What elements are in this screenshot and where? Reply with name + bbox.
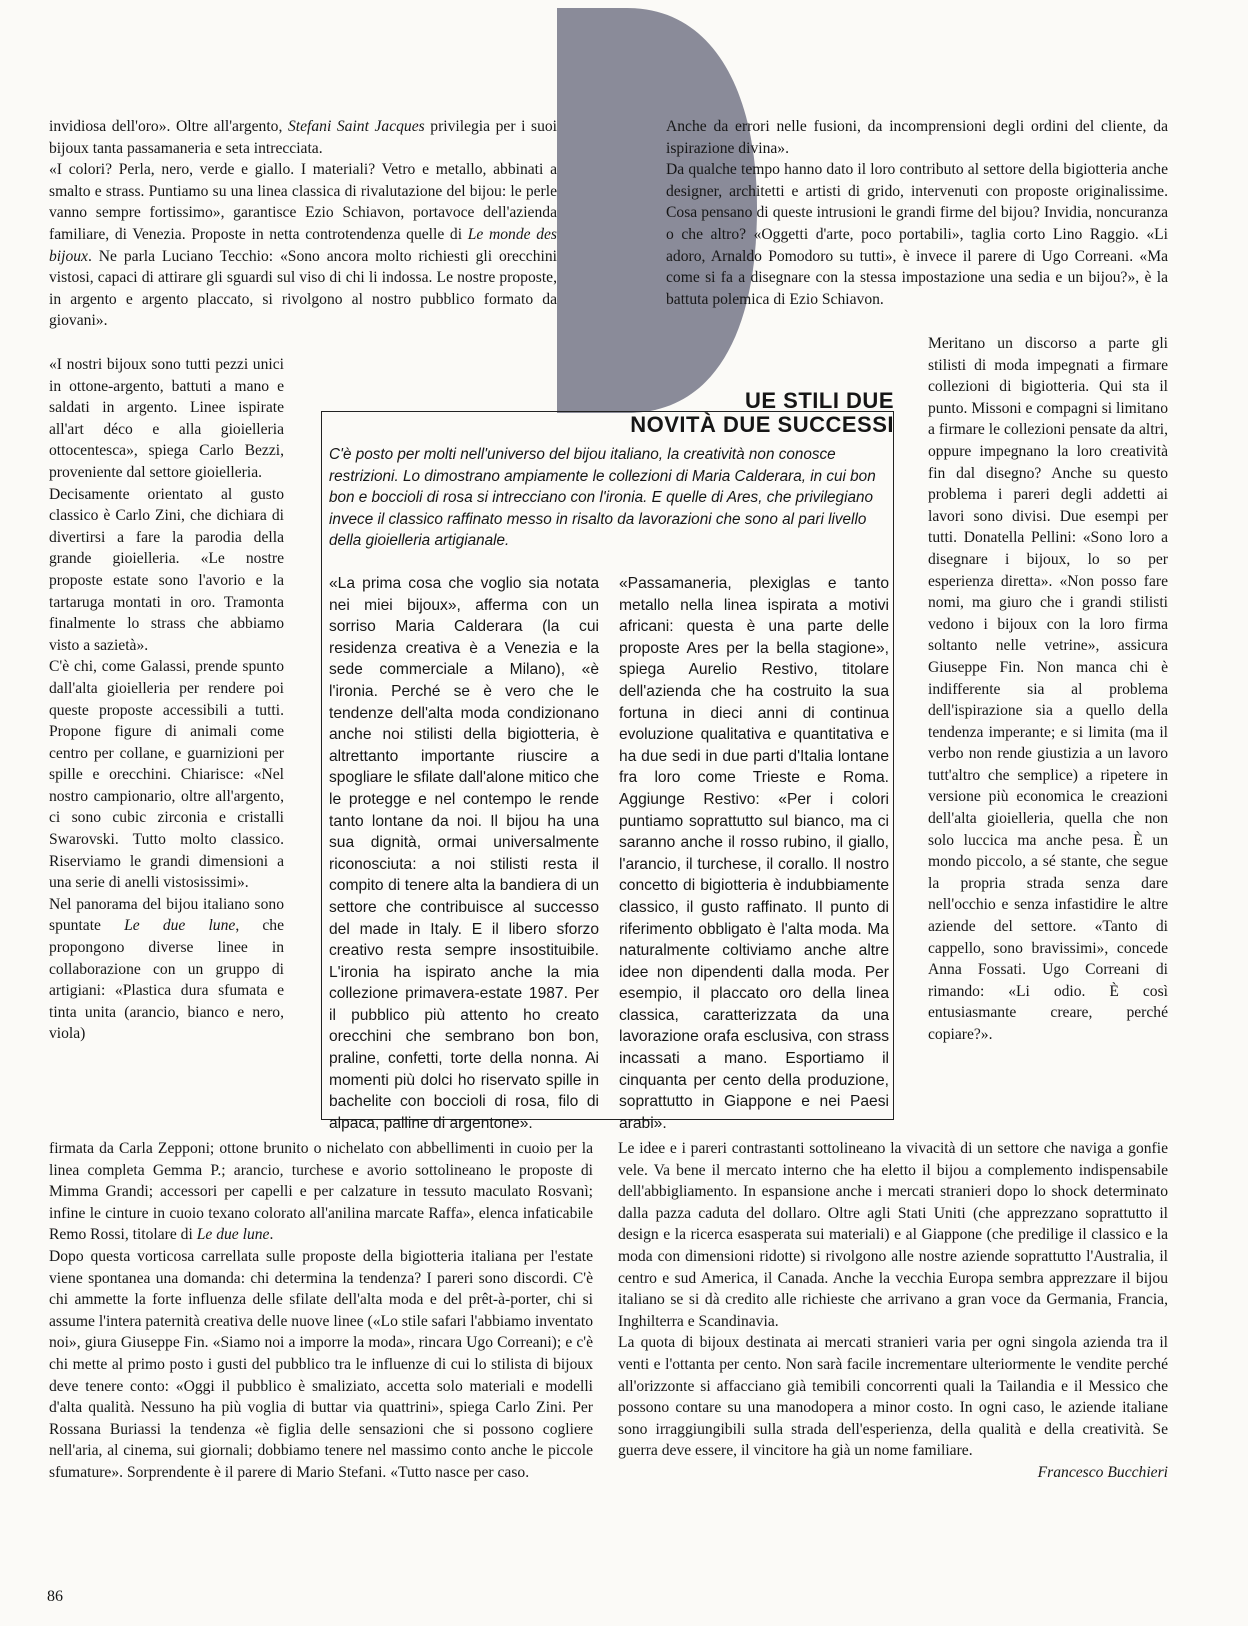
paragraph: Dopo questa vorticosa carrellata sulle proposte della bigiotteria italiana per l'estate viene spontanea una domanda: chi determina la tendenza? I pareri sono discordi. C'è chi ammette la forte influenza delle sfilate dell'alta moda e del prêt-à-porter, chi si assume l'intera paternità creativa delle nuove linee («Lo stile safari l'abbiamo inventato noi», giura Giuseppe Fin. «Siamo noi a imporre la moda», rincara Ugo Correani); e c'è chi mette al primo posto i gusti del pubblico tra le influenze di cui lo stilista di bijoux deve tenere conto: «Oggi il pubblico è smaliziato, accetta solo materiali e modelli d'alta qualità. Nessuno ha più voglia di buttar via quattrini», spiega Carlo Zini. Per Rossana Buriassi la tendenza «è figlia delle sensazioni che si possono cogliere nell'aria, al cinema, sui giornali; dobbiamo tenere nel massimo conto anche le piccole sfumature». Sorprendente è il parere di Mario Stefani. «Tutto nasce per caso. xyxy=(49,1247,593,1481)
paragraph: Da qualche tempo hanno dato il loro contributo al settore della bigiotteria anche designer, architetti e artisti di grido, intervenuti con proposte originalissime. Cosa pensano di queste intrusioni le grandi firme del bijou? Invidia, noncuranza o che altro? «Oggetti d'arte, poco portabili», taglia corto Lino Raggio. «Li adoro, Arnaldo Pomodoro su tutti», è invece il parere di Ugo Correani. «Ma come si fa a disegnare con la stessa impostazione una sedia e un bijou?», è la battuta polemica di Ezio Schiavon. xyxy=(666,161,1168,308)
paragraph: Decisamente orientato al gusto classico è Carlo Zini, che dichiara di divertirsi a fare la parodia della grande gioielleria. «Le nostre proposte estate sono l'avorio e la tartaruga montati in oro. Tramonta finalmente lo strass che abbiamo visto a sazietà». xyxy=(49,485,284,654)
article-column-left-narrow xyxy=(49,354,284,1045)
article-column-top-left xyxy=(49,116,557,332)
paragraph: Anche da errori nelle fusioni, da incomprensioni degli ordini del cliente, da ispirazione divina». xyxy=(666,118,1168,157)
sidebar-intro: C'è posto per molti nell'universo del bijou italiano, la creatività non conosce restrizioni. Lo dimostrano ampiamente le collezioni di Maria Calderara, in cui bon bon e boccioli di rosa si intrecciano con l'ironia. E quelle di Ares, che privilegiano invece il classico raffinato messo in risalto da lavorazioni che sono al pari livello della gioielleria artigianale. xyxy=(329,446,876,550)
text-run: . Ne parla Luciano Tecchio: «Sono ancora molto richiesti gli orecchini vistosi, capaci di attirare gli sguardi sul viso di chi li indossa. Le nostre proposte, in argento e argento placcato, si rivolgono al nostro pubblico formato da giovani». xyxy=(49,247,557,330)
paragraph xyxy=(49,116,557,159)
headline xyxy=(630,389,894,437)
paragraph: Le idee e i pareri contrastanti sottolineano la vivacità di un settore che naviga a gonfie vele. Va bene il mercato interno che ha eletto il bijou a complemento indispensabile dell'abbigliamento. In espansione anche i mercati stranieri dopo lo shock determinato dalla pazza caduta del dollaro. Oltre agli Stati Uniti (che apprezzano soprattutto il design e la ricerca esasperata sui materiali) e al Giappone (che predilige il classico e la moda con dimensioni ridotte) si rivolgono alle nostre aziende soprattutto l'Australia, il centro e sud America, il Canada. Anche la vecchia Europa sembra apprezzare il bijou italiano se si dà credito alle richieste che arrivano a gran voce da Germania, Francia, Inghilterra e Scandinavia. xyxy=(618,1140,1168,1330)
page-number: 86 xyxy=(47,1588,63,1605)
text-run: invidiosa dell'oro». Oltre all'argento, xyxy=(49,118,288,135)
text-run: «I colori? Perla, nero, verde e giallo. I materiali? Vetro e metallo, abbinati a smalto e strass. Puntiamo su una linea classica di rivalutazione del bijou: le perle vanno sempre fortissimo», garantisce Ezio Schiavon, portavoce dell'azienda familiare, di Venezia. Proposte in netta controtendenza quelle di xyxy=(49,161,557,243)
brand-name: Le monde des bijoux xyxy=(49,225,557,265)
article-column-bottom-right xyxy=(618,1138,1168,1484)
paragraph xyxy=(49,894,284,1045)
text-run: firmata da Carla Zepponi; ottone brunito o nichelato con abbellimenti in cuoio per la linea completa Gemma P.; arancio, turchese e avorio sottolineano le proposte di Mimma Grandi; accessori per capelli e per calzature in tessuto maculato Rosvanì; infine le cinture in cuoio texano colorato all'anilina marcate Raffa», elenca infaticabile Remo Rossi, titolare di xyxy=(49,1140,593,1244)
paragraph: Meritano un discorso a parte gli stilisti di moda impegnati a firmare collezioni di bigiotteria. Qui sta il punto. Missoni e compagni si limitano a firmare le collezioni pensate da altri, oppure impegnano la loro creatività fin dal disegno? Anche su questo problema i pareri degli addetti ai lavori sono divisi. Due esempi per tutti. Donatella Pellini: «Sono loro a disegnare i bijoux, lo so per esperienza diretta». «Non posso fare nomi, ma giuro che i grandi stilisti vedono i bijoux con la loro firma soltanto nelle vetrine», assicura Giuseppe Fin. Non manca chi è indifferente sia al problema dell'ispirazione sia a quello della tendenza imperante; e si limita (ma il verbo non rende giustizia a un lavoro tutt'altro che semplice) a ripetere in versione più economica le creazioni dell'alta gioielleria, quella che non solo luccica ma anche pesa. È un mondo piccolo, a sé stante, che segue la propria strada senza dare nell'occhio e senza infastidire le altre aziende del settore. «Tanto di cappello, sono bravissimi», concede Anna Fossati. Ugo Correani di rimando: «Li odio. È così entusiasmante creare, perché copiare?». xyxy=(928,335,1168,1043)
brand-name: Le due lune xyxy=(196,1226,270,1244)
paragraph: La quota di bijoux destinata ai mercati stranieri varia per ogni singola azienda tra il venti e l'ottanta per cento. Non sarà facile incrementare ulteriormente le vendite perché all'orizzonte si affacciano già temibili concorrenti quali la Tailandia e il Messico che possono contare su una manodopera a minor costo. In ogni caso, le aziende italiane sono irraggiungibili sulla strada dell'esperienza, della qualità e della creatività. Se guerra deve essere, il vincitore ha già un nome familiare. xyxy=(618,1334,1168,1460)
article-column-bottom-left xyxy=(49,1138,593,1484)
headline-line-1: UE STILI DUE xyxy=(744,388,894,413)
text-run: Nel panorama del bijou italiano sono spuntate xyxy=(49,895,284,935)
paragraph: C'è chi, come Galassi, prende spunto dall'alta gioielleria per rendere poi queste proposte accessibili a tutti. Propone figure di animali come centro per collane, e guarnizioni per spille e orecchini. Chiarisce: «Nel nostro campionario, oltre all'argento, ci sono cubic zirconia e cristalli Swarovski. Tutto molto classico. Riserviamo le grandi dimensioni a una serie di anelli vistosissimi». xyxy=(49,658,284,892)
sidebar-column-calderara: «La prima cosa che voglio sia notata nei miei bijoux», afferma con un sorriso Maria Calderara (la cui residenza creativa è a Venezia e la sede commerciale a Milano), «è l'ironia. Perché se è vero che le tendenze dell'alta moda condizionano anche noi stilisti della bigiotteria, è altrettanto importante riuscire a spogliare le sfilate dall'alone mitico che le protegge e nel contempo le rende tanto lontane da noi. Il bijou ha una sua dignità, ormai universalmente riconosciuta: a noi stilisti resta il compito di tenere alta la bandiera di un settore che contribuisce al successo del made in Italy. E il libero sforzo creativo resta sempre insostituibile. L'ironia ha ispirato anche la mia collezione primavera-estate 1987. Per il pubblico più attento ho creato orecchini che sembrano bon bon, praline, confetti, torte della nonna. Ai momenti più dolci ho riservato spille in bachelite con boccioli di rosa, filo di alpaca, palline di argentone». xyxy=(329,575,599,1132)
article-column-right-narrow xyxy=(928,333,1168,1046)
paragraph xyxy=(49,1138,593,1246)
text-run: , che propongono diverse linee in collaborazione con un gruppo di artigiani: «Plastica dura sfumata e tinta unita (arancio, bianco e nero, viola) xyxy=(49,917,284,1043)
sidebar-column-ares: «Passamaneria, plexiglas e tanto metallo nella linea ispirata a motivi africani: questa è una parte delle proposte Ares per la bella stagione», spiega Aurelio Restivo, titolare dell'azienda che ha costruito la sua fortuna in dieci anni di continua evoluzione qualitativa e quantitativa e ha due sedi in due parti d'Italia lontane fra loro come Trieste e Roma. Aggiunge Restivo: «Per i colori puntiamo soprattutto sul bianco, ma ci saranno anche il rosso rubino, il giallo, l'arancio, il turchese, il corallo. Il nostro concetto di bigiotteria è indubbiamente classico, il gusto raffinato. Il punto di riferimento obbligato è l'alta moda. Ma naturalmente coltiviamo anche altre idee non dipendenti dalla moda. Per esempio, il placcato oro della linea classica, caratterizzata da una lavorazione orafa esclusiva, con strass incassati a mano. Esportiamo il cinquanta per cento della produzione, soprattutto in Giappone e nei Paesi arabi». xyxy=(619,575,889,1132)
paragraph: «I nostri bijoux sono tutti pezzi unici in ottone-argento, battuti a mano e saldati in argento. Linee ispirate all'art déco e alla gioielleria ottocentesca», spiega Carlo Bezzi, proveniente dal settore gioielleria. xyxy=(49,356,284,481)
text-run: privilegia per i suoi bijoux tanta passamaneria e seta intrecciata. xyxy=(49,118,558,157)
article-column-top-right xyxy=(666,116,1168,310)
brand-name: Le due lune xyxy=(124,917,236,935)
paragraph xyxy=(49,159,557,332)
author-signature: Francesco Bucchieri xyxy=(1037,1463,1168,1481)
headline-line-2: NOVITÀ DUE SUCCESSI xyxy=(630,412,894,437)
text-run: . xyxy=(269,1226,274,1244)
brand-name: Stefani Saint Jacques xyxy=(287,118,425,135)
